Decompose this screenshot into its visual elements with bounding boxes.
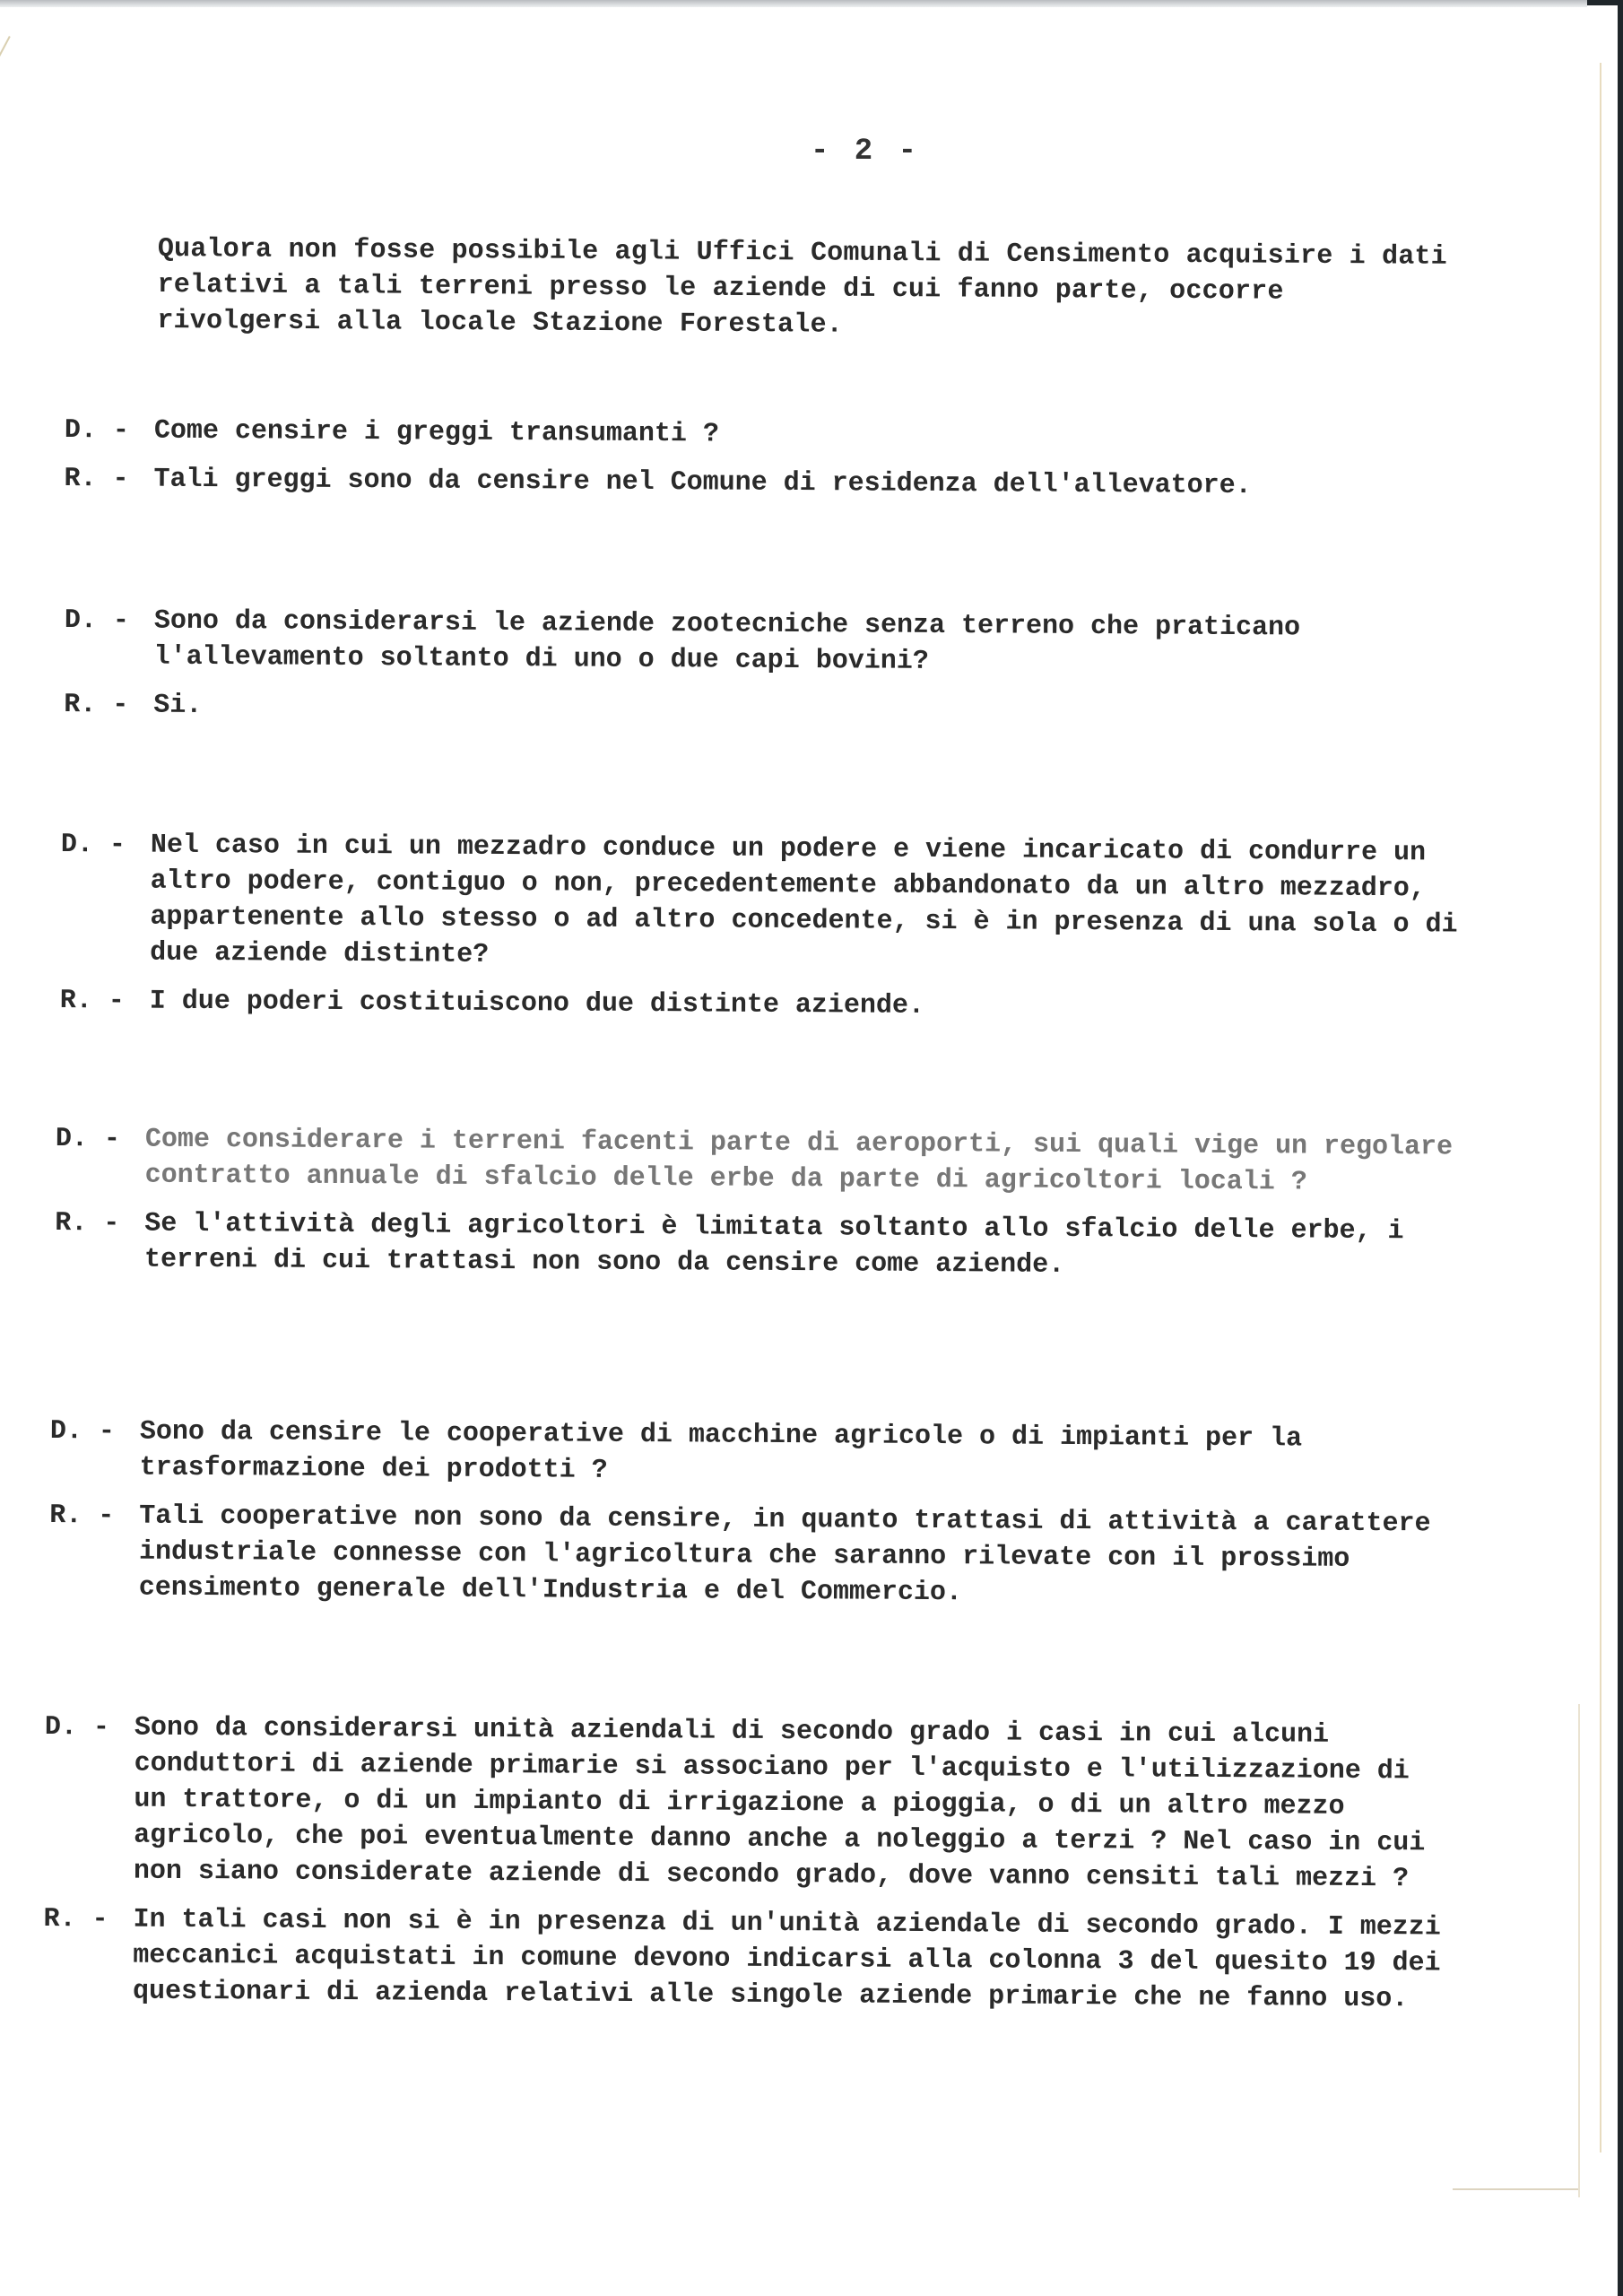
question-prefix: D. - [60, 829, 126, 861]
question-row [44, 1709, 1444, 1898]
answer-text: Si. [153, 690, 203, 721]
answer-text: Se l'attività degli agricoltori è limitata soltanto allo sfalcio delle erbe, i terreni di cui trattasi non sono da censire come aziende. [143, 1208, 1404, 1281]
question-prefix: D. - [49, 1416, 115, 1448]
question-text: Sono da censire le cooperative di macchine agricole o di impianti per la trasformazione dei prodotti ? [139, 1416, 1303, 1486]
qa-block-3 [60, 827, 1460, 1028]
question-prefix: D. - [64, 604, 129, 637]
question-text: Come considerare i terreni facenti parte di aeroporti, sui quali vige un regolare contratto annuale di sfalcio delle erbe da parte di agricoltori locali ? [144, 1124, 1454, 1198]
question-row [65, 413, 1463, 457]
answer-row [64, 461, 1462, 506]
answer-text: Tali cooperative non sono da censire, in quanto trattasi di attività a carattere industriale connesse con l'agricoltura che saranno rilevate con il prossimo censimento generale dell'Industria e del Commercio. [138, 1500, 1431, 1609]
answer-text: In tali casi non si è in presenza di un'unità aziendale di secondo grado. I mezzi meccanici acquistati in comune devono indicarsi alla colonna 3 del quesito 19 dei questionari di azienda relativi alle singole aziende primarie che ne fanno uso. [132, 1904, 1441, 2015]
question-text: Sono da considerarsi le aziende zootecniche senza terreno che praticano l'allevamento soltanto di uno o due capi bovini? [153, 605, 1301, 677]
answer-prefix: R. - [55, 1207, 120, 1239]
answer-row [55, 1205, 1454, 1286]
corner-pencil-mark [0, 36, 11, 124]
underlying-sheet-edge [1600, 63, 1601, 2152]
qa-block-5 [49, 1413, 1449, 1614]
answer-row [60, 983, 1459, 1028]
page-number [0, 135, 1623, 169]
answer-prefix: R. - [43, 1903, 108, 1935]
question-prefix: D. - [44, 1712, 109, 1744]
question-prefix: D. - [55, 1124, 120, 1155]
qa-block-1 [64, 413, 1463, 506]
answer-text: Tali greggi sono da censire nel Comune di residenza dell'allevatore. [153, 464, 1252, 502]
answer-row [49, 1498, 1449, 1614]
question-text: Come censire i greggi transumanti ? [153, 415, 720, 450]
qa-block-6 [43, 1709, 1444, 2018]
intro-paragraph: Qualora non fosse possibile agli Uffici Comunali di Censimento acquisire i dati relativi a tali terreni presso le aziende di cui fanno parte, occorre rivolgersi alla locale Stazione Forestale. [157, 233, 1447, 341]
answer-text: I due poderi costituiscono due distinte aziende. [149, 986, 925, 1022]
scan-top-shadow [0, 0, 1587, 7]
question-text: Nel caso in cui un mezzadro conduce un podere e viene incaricato di condurre un altro podere, contiguo o non, precedentemente abbandonato da un altro mezzadro, appartenente allo stesso o ad altro concedente, si è in presenza di una sola o di due aziende distinte? [150, 830, 1458, 970]
answer-row [64, 687, 1462, 732]
answer-prefix: R. - [64, 689, 129, 721]
page-number-text: - 2 - [810, 135, 921, 169]
question-row [50, 1413, 1449, 1494]
scan-right-edge-cap [1587, 0, 1623, 5]
answer-row [43, 1901, 1443, 2018]
underlying-sheet-edge-lower [1578, 1704, 1580, 2197]
question-text: Sono da considerarsi unità aziendali di secondo grado i casi in cui alcuni conduttori di aziende primarie si associano per l'acquisto e l'utilizzazione di un trattore, o di un impianto di irrigazione a pioggia, o di un altro mezzo agricolo, che poi eventualmente danno anche a noleggio a terzi ? Nel caso in cui non siano considerate aziende di secondo grado, dove vanno censiti tali mezzi ? [133, 1712, 1426, 1895]
question-prefix: D. - [64, 414, 129, 447]
qa-block-2 [64, 603, 1463, 732]
question-row [56, 1121, 1454, 1202]
question-row [65, 603, 1463, 683]
qa-block-4 [55, 1121, 1454, 1286]
underlying-sheet-bottom [1453, 2188, 1578, 2190]
answer-prefix: R. - [64, 463, 129, 495]
question-row [60, 827, 1460, 979]
answer-prefix: R. - [59, 985, 125, 1017]
scan-right-edge [1618, 0, 1623, 2296]
answer-prefix: R. - [49, 1500, 115, 1532]
